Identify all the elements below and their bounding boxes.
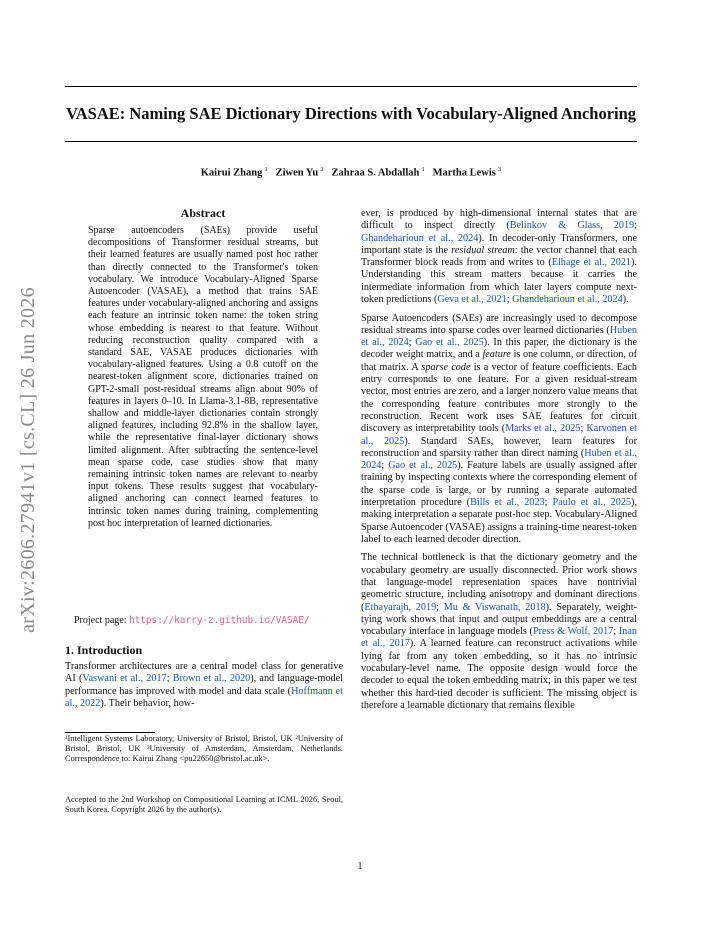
author-name: Kairui Zhang [200,167,263,179]
text-run: is one column, or direction, of that matrix. A [361,349,637,373]
abstract-body: Sparse autoencoders (SAEs) provide useful decompositions of Transformer residual streams, but their learned features are usually named post hoc rather than directly connected to the Transformer's token vocabulary. We introduce Vocabulary-Aligned Sparse Autoencoder (VASAE), a method that trains SAE features under vocabulary-aligned anchoring and assigns each feature an intrinsic token name: the token string whose embedding is nearest to that feature. Without reducing reconstruction quality compared with a standard SAE, VASAE produces dictionaries with vocabulary-aligned features. Using a 0.8 cutoff on the nearest-token alignment score, dictionaries trained on GPT-2-small post-residual streams align about 90% of features in layers 0–10. In Llama-3.1-8B, representative shallow and middle-layer dictionaries contain strongly aligned features, including 92.8% in the shallow layer, while the representative final-layer dictionary shows limited alignment. After subtracting the sentence-level mean sparse code, case studies show that many remaining intrinsic token names are relevant to nearby input tokens. These results suggest that vocabulary-aligned anchoring can connect learned features to intrinsic token names during training, complementing post hoc interpretation of learned dictionaries. [88,225,318,529]
citation-link[interactable]: Mu & Viswanath, 2018 [443,601,546,613]
emphasized-term: sparse code [421,361,471,373]
text-run: The technical bottleneck is that the dictionary geometry and the vocabulary geometry are usually disconnected. Prior work shows that language-model representation spaces have nontrivial geometric structure, including anisotropy and dominant directions ( [361,552,637,613]
text-run: ). A learned feature can reconstruct activations while lying far from any token embedding, so it has no intrinsic vocabulary-level name. The opposite design would force the decoder to equal the token embedding matrix; in this paper we test whether this hard-tied decoder is sufficient. The missing object is therefore a learnable dictionary that remains flexible [361,638,637,711]
citation-link[interactable]: Marks et al., 2025 [505,423,581,435]
citation-link[interactable]: Ghandeharioun et al., 2024 [512,294,623,306]
text-run: ). In decoder-only Transformers, one important state is the [361,232,637,256]
author-list [65,166,637,179]
text-run: ). Standard SAEs, however, learn features for reconstruction and sparsity rather than direct naming ( [361,435,637,459]
title-bottom-rule [65,141,637,142]
text-run: Transformer architectures are a central model class for generative AI ( [65,661,343,685]
title-top-rule [65,86,637,87]
author-name: Ziwen Yu [275,167,319,179]
citation-link[interactable]: Gao et al., 2025 [388,460,458,472]
text-run: ). Their behavior, how- [100,697,195,709]
text-run: ; [408,337,416,349]
citation-link[interactable]: Huben et al., 2024 [361,324,637,349]
text-run: : the vector channel that each Transformer block reads from and writes to ( [361,244,637,269]
text-run: ). In this paper, the dictionary is the decoder weight matrix, and a [361,337,637,361]
citation-link[interactable]: Hoffmann et al., 2022 [65,685,343,709]
citation-link[interactable]: Paulo et al., 2025 [552,497,632,509]
footnote-rule [65,732,155,733]
arxiv-identifier-stamp: arXiv:2606.27941v1 [cs.CL] 26 Jun 2026 [17,287,39,633]
affiliation-footnote: ¹Intelligent Systems Laboratory, University of Bristol, Bristol, UK ²University of Bristol, Bristol, UK ³University of Amsterdam, Amsterdam, Netherlands. Correspondence to: Kairui Zhang <pu22650@bristol.ac.uk>. [65,734,343,763]
text-run: ), and language-model performance has improved with model and data scale ( [65,673,343,697]
page-number: 1 [357,861,363,872]
text-run: Sparse Autoencoders (SAEs) are increasingly used to decompose residual streams into sparse codes over learned dictionaries ( [361,312,637,336]
text-run: ), making interpretation a separate post-hoc step. Vocabulary-Aligned Sparse Autoencoder (VASAE) assigns a training-time nearest-token label to each learned decoder direction. [361,497,637,545]
affiliation-marker: 3 [497,166,502,173]
project-page-label: Project page: [74,615,127,626]
citation-link[interactable]: Bills et al., 2023 [470,497,545,509]
author-name: Zahraa S. Abdallah [331,167,420,179]
right-column-body [361,208,637,718]
citation-link[interactable]: Press & Wolf, 2017 [532,626,614,638]
text-run: ). Feature labels are usually assigned after training by inspecting contexts where the corresponding element of the sparse code is large, or by running a separate automated interpretation procedure ( [361,460,637,509]
text-run: ; [436,601,444,613]
project-page-line [74,615,364,627]
text-run: ; [506,294,513,306]
emphasized-term: feature [482,349,511,361]
text-run: ; [634,220,637,232]
citation-link[interactable]: Vaswani et al., 2017 [82,673,167,685]
citation-link[interactable]: Elhage et al., 2021 [551,257,632,269]
text-run: ; [166,673,173,685]
citation-link[interactable]: Brown et al., 2020 [172,673,251,685]
emphasized-term: residual stream [451,244,515,256]
author-name: Martha Lewis [432,167,496,179]
text-run: ). Separately, weight-tying work shows that input and output embeddings are a central vocabulary interface in language models ( [361,601,638,638]
text-run: ; [544,497,553,509]
text-run: ever, is produced by high-dimensional internal states that are difficult to inspect directly ( [361,208,637,232]
acceptance-note: Accepted to the 2nd Workshop on Compositional Learning at ICML 2026, Seoul, South Korea. Copyright 2026 by the author(s). [65,795,343,814]
text-run: ; [580,423,587,435]
body-paragraph [361,552,637,712]
citation-link[interactable]: Karvonen et al., 2025 [361,423,637,447]
paper-title: VASAE: Naming SAE Dictionary Directions with Vocabulary-Aligned Anchoring [65,104,637,123]
body-paragraph [361,208,637,306]
introduction-heading: 1. Introduction [65,643,143,657]
introduction-left-paragraph [65,661,343,710]
text-run: is a vector of feature coefficients. Each entry corresponds to one feature. For a given residual-stream vector, most entries are zero, and a larger nonzero value means that the corresponding feature contributes more strongly to the reconstruction. Recent work uses SAE features for circuit discovery as interpretability tools ( [361,361,637,435]
affiliation-marker: 1 [421,166,425,173]
citation-link[interactable]: Huben et al., 2024 [361,447,637,472]
text-run: ). Understanding this stream matters because it carries the intermediate information from which later layers compute next-token predictions ( [361,257,637,306]
citation-link[interactable]: Ethayarajh, 2019 [364,601,437,613]
citation-link[interactable]: Belinkov & Glass, 2019 [509,220,635,232]
citation-link[interactable]: Ghandeharioun et al., 2024 [361,232,479,244]
text-run: ). [622,294,629,306]
citation-link[interactable]: Geva et al., 2021 [437,294,507,306]
text-run: ; [613,626,619,638]
project-page-link[interactable]: https://karry-z.github.io/VASAE/ [128,615,310,626]
citation-link[interactable]: Gao et al., 2025 [415,337,484,349]
body-paragraph [361,313,637,547]
affiliation-marker: 2 [320,166,324,173]
text-run: ; [381,460,389,472]
abstract-heading: Abstract [180,206,226,220]
affiliation-marker: 1 [264,166,268,173]
citation-link[interactable]: Inan et al., 2017 [361,626,637,650]
